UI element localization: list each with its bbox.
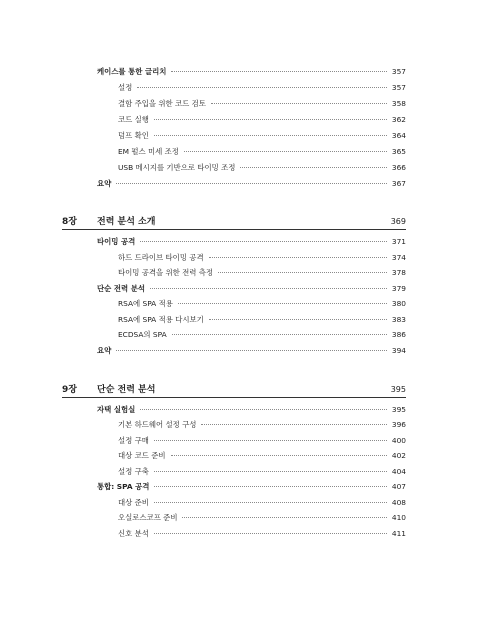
chapter-rule <box>62 229 406 230</box>
dot-leader <box>154 439 387 441</box>
dot-leader <box>209 318 387 320</box>
toc-entry[interactable]: 케이스를 통한 글리치 357 <box>97 67 406 76</box>
dot-leader <box>116 349 387 351</box>
dot-leader <box>172 333 387 335</box>
dot-leader <box>178 302 387 304</box>
toc-entry[interactable]: 요약 367 <box>97 179 406 188</box>
dot-leader <box>171 70 386 72</box>
dot-leader <box>150 287 387 289</box>
dot-leader <box>116 182 387 184</box>
dot-leader <box>218 271 387 273</box>
dot-leader <box>154 118 387 120</box>
chapter-number: 8장 <box>62 217 77 227</box>
dot-leader <box>209 256 387 258</box>
toc-entry[interactable]: 기본 하드웨어 설정 구성 396 <box>118 420 406 429</box>
dot-leader <box>154 470 387 472</box>
chapter-heading-9[interactable] <box>62 382 406 398</box>
toc-entry[interactable]: 오실로스코프 준비 410 <box>118 513 406 522</box>
toc-entry[interactable]: USB 메시지를 기반으로 타이밍 조정 366 <box>118 163 406 172</box>
toc-entry[interactable]: 설정 357 <box>118 83 406 92</box>
dot-leader <box>140 408 387 410</box>
dot-leader <box>140 240 387 242</box>
dot-leader <box>240 166 387 168</box>
toc-entry[interactable]: RSA에 SPA 적용 380 <box>118 299 406 308</box>
chapter-rule <box>62 397 406 398</box>
toc-entry[interactable]: 대상 코드 준비 402 <box>118 451 406 460</box>
toc-entry[interactable]: 자택 실험실 395 <box>97 405 406 414</box>
chapter-title: 단순 전력 분석 <box>97 385 156 395</box>
dot-leader <box>154 501 387 503</box>
toc-entry[interactable]: RSA에 SPA 적용 다시보기 383 <box>118 315 406 324</box>
toc-entry[interactable]: 설정 구축 404 <box>118 467 406 476</box>
dot-leader <box>211 102 387 104</box>
dot-leader <box>154 485 386 487</box>
toc-entry[interactable]: 하드 드라이브 타이밍 공격 374 <box>118 253 406 262</box>
toc-entry[interactable]: 대상 준비 408 <box>118 498 406 507</box>
toc-entry[interactable]: 타이밍 공격 371 <box>97 237 406 246</box>
toc-entry[interactable]: 덤프 확인 364 <box>118 131 406 140</box>
chapter-page: 395 <box>390 385 406 394</box>
toc-entry[interactable]: 요약 394 <box>97 346 406 355</box>
toc-entry[interactable]: ECDSA의 SPA 386 <box>118 330 406 339</box>
dot-leader <box>182 516 386 518</box>
toc-entry[interactable]: 코드 실행 362 <box>118 115 406 124</box>
toc-entry[interactable]: 통합: SPA 공격 407 <box>97 482 406 491</box>
toc-entry[interactable]: 타이밍 공격을 위한 전력 측정 378 <box>118 268 406 277</box>
dot-leader <box>154 134 387 136</box>
chapter-number: 9장 <box>62 385 77 395</box>
dot-leader <box>184 150 387 152</box>
dot-leader <box>171 454 387 456</box>
toc-entry[interactable]: 결함 주입을 위한 코드 검토 358 <box>118 99 406 108</box>
chapter-page: 369 <box>390 217 406 226</box>
toc-entry[interactable]: 단순 전력 분석 379 <box>97 284 406 293</box>
chapter-title: 전력 분석 소개 <box>97 217 156 227</box>
dot-leader <box>154 532 387 534</box>
toc-entry[interactable]: 설정 구매 400 <box>118 436 406 445</box>
toc-entry[interactable]: EM 펄스 미세 조정 365 <box>118 147 406 156</box>
dot-leader <box>201 423 386 425</box>
chapter-heading-8[interactable] <box>62 214 406 230</box>
dot-leader <box>137 86 387 88</box>
toc-entry[interactable]: 신호 분석 411 <box>118 529 406 538</box>
